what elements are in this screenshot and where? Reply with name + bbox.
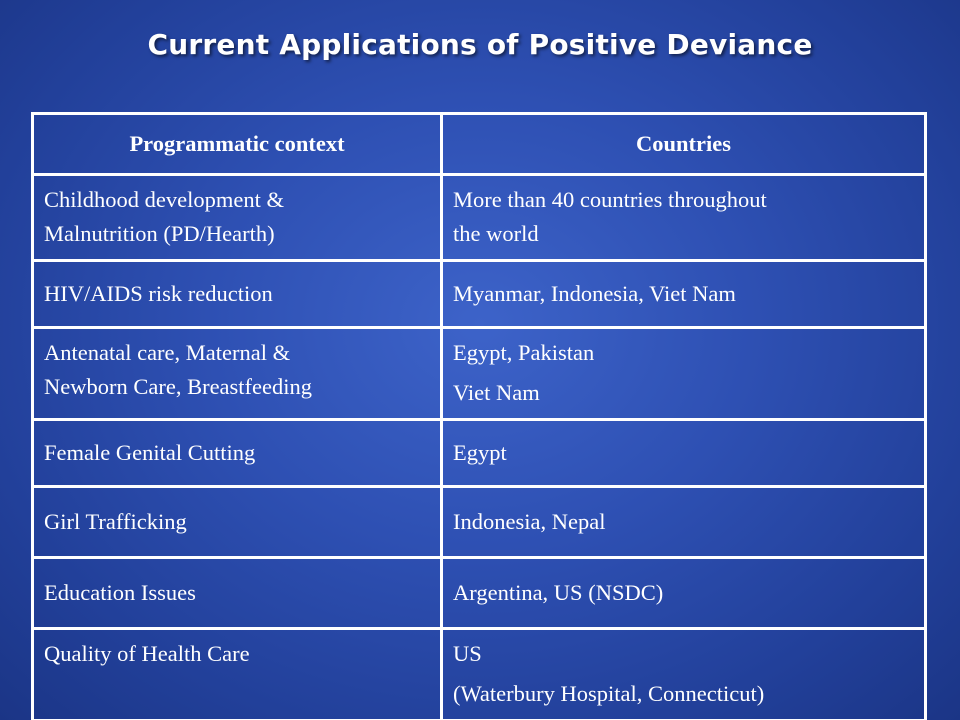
context-text: Girl Trafficking xyxy=(44,509,187,534)
countries-cell xyxy=(442,175,926,261)
context-text: Childhood development & xyxy=(44,187,284,212)
countries-cell xyxy=(442,328,926,420)
table-header-row xyxy=(33,114,926,175)
context-text: Newborn Care, Breastfeeding xyxy=(44,374,313,399)
context-text: Quality of Health Care xyxy=(44,641,250,666)
countries-cell xyxy=(442,420,926,487)
context-cell xyxy=(33,175,442,261)
table-row xyxy=(33,420,926,487)
table-row xyxy=(33,629,926,720)
countries-text: the world xyxy=(453,221,539,246)
countries-text: (Waterbury Hospital, Connecticut) xyxy=(453,681,765,706)
table-row xyxy=(33,261,926,328)
countries-text: Egypt, Pakistan xyxy=(453,340,595,365)
countries-text: Myanmar, Indonesia, Viet Nam xyxy=(453,281,736,306)
header-programmatic-context: Programmatic context xyxy=(33,114,442,175)
countries-text: Viet Nam xyxy=(453,380,540,405)
countries-text: Indonesia, Nepal xyxy=(453,509,606,534)
table-row xyxy=(33,487,926,558)
context-text: Education Issues xyxy=(44,580,196,605)
table-row xyxy=(33,328,926,420)
countries-cell xyxy=(442,629,926,720)
slide-title: Current Applications of Positive Deviance xyxy=(147,28,813,61)
context-text: Malnutrition (PD/Hearth) xyxy=(44,221,275,246)
table-row xyxy=(33,558,926,629)
context-cell xyxy=(33,558,442,629)
context-cell xyxy=(33,629,442,720)
applications-table-container xyxy=(31,112,927,720)
countries-cell xyxy=(442,487,926,558)
context-text: Antenatal care, Maternal & xyxy=(44,340,291,365)
countries-cell xyxy=(442,261,926,328)
context-cell xyxy=(33,328,442,420)
countries-text: Argentina, US (NSDC) xyxy=(453,580,664,605)
context-cell xyxy=(33,261,442,328)
applications-table xyxy=(31,112,927,720)
context-cell xyxy=(33,420,442,487)
context-text: HIV/AIDS risk reduction xyxy=(44,281,273,306)
countries-cell xyxy=(442,558,926,629)
countries-text: More than 40 countries throughout xyxy=(453,187,767,212)
context-cell xyxy=(33,487,442,558)
header-countries: Countries xyxy=(442,114,926,175)
context-text: Female Genital Cutting xyxy=(44,440,256,465)
countries-text: US xyxy=(453,641,482,666)
countries-text: Egypt xyxy=(453,440,507,465)
table-row xyxy=(33,175,926,261)
